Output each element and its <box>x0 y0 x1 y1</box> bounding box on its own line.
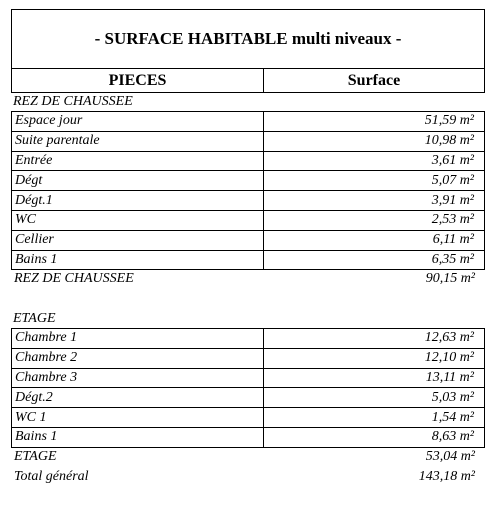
table-header <box>11 69 485 93</box>
header-pieces: PIECES <box>12 69 264 92</box>
table-row <box>12 210 485 230</box>
room-name: Bains 1 <box>12 427 264 447</box>
subtotal-row-etage <box>11 447 485 467</box>
subtotal-row-rdc <box>11 269 485 289</box>
room-surface: 5,03 m² <box>264 388 485 408</box>
table-rdc <box>11 111 485 270</box>
room-name: Dégt <box>12 171 264 191</box>
room-surface: 5,07 m² <box>264 171 485 191</box>
room-name: Bains 1 <box>12 250 264 270</box>
subtotal-value: 90,15 m² <box>425 271 475 286</box>
table-row <box>12 112 485 132</box>
room-surface: 3,61 m² <box>264 151 485 171</box>
room-surface: 13,11 m² <box>264 368 485 388</box>
table-row <box>12 171 485 191</box>
room-surface: 6,35 m² <box>264 250 485 270</box>
room-name: Dégt.1 <box>12 191 264 211</box>
document-title-text: - SURFACE HABITABLE multi niveaux - <box>94 29 402 48</box>
room-surface: 2,53 m² <box>264 210 485 230</box>
room-surface: 51,59 m² <box>264 112 485 132</box>
room-name: Chambre 3 <box>12 368 264 388</box>
section-label-etage: ETAGE <box>13 311 56 326</box>
subtotal-label: REZ DE CHAUSSEE <box>14 271 134 286</box>
grand-total-label: Total général <box>14 469 89 484</box>
table-row <box>12 368 485 388</box>
room-name: Dégt.2 <box>12 388 264 408</box>
grand-total-row <box>11 467 485 487</box>
room-name: Suite parentale <box>12 131 264 151</box>
table-row <box>12 230 485 250</box>
subtotal-label: ETAGE <box>14 449 57 464</box>
header-surface: Surface <box>347 71 401 89</box>
room-surface: 12,10 m² <box>264 348 485 368</box>
table-row <box>12 427 485 447</box>
table-row <box>12 151 485 171</box>
room-name: Chambre 2 <box>12 348 264 368</box>
grand-total-value: 143,18 m² <box>418 469 475 484</box>
room-surface: 6,11 m² <box>264 230 485 250</box>
table-row <box>12 408 485 428</box>
table-row <box>12 191 485 211</box>
table-row <box>12 388 485 408</box>
table-row <box>12 348 485 368</box>
room-name: WC <box>12 210 264 230</box>
room-name: Entrée <box>12 151 264 171</box>
room-name: Chambre 1 <box>12 329 264 349</box>
room-surface: 12,63 m² <box>264 329 485 349</box>
room-name: Cellier <box>12 230 264 250</box>
table-row <box>12 131 485 151</box>
room-name: WC 1 <box>12 408 264 428</box>
section-label-rdc: REZ DE CHAUSSEE <box>13 94 133 109</box>
document-title <box>11 9 485 69</box>
room-name: Espace jour <box>12 112 264 132</box>
subtotal-value: 53,04 m² <box>425 449 475 464</box>
table-etage <box>11 328 485 448</box>
table-row <box>12 329 485 349</box>
room-surface: 10,98 m² <box>264 131 485 151</box>
room-surface: 8,63 m² <box>264 427 485 447</box>
room-surface: 1,54 m² <box>264 408 485 428</box>
room-surface: 3,91 m² <box>264 191 485 211</box>
table-row <box>12 250 485 270</box>
